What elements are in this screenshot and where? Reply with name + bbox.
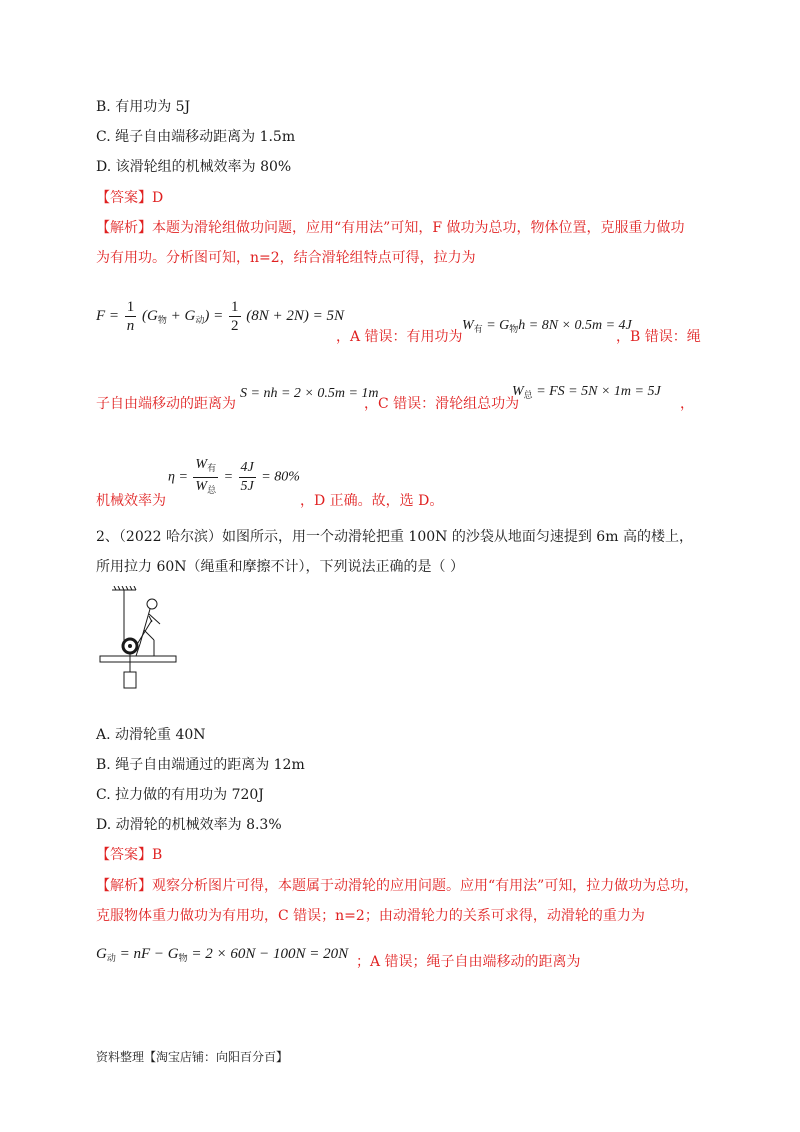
q1-analysis-line1: 【解析】本题为滑轮组做功问题，应用“有用法”可知，F 做功为总功，物体位置，克服重力做功: [96, 220, 685, 236]
q1-text-distance: 子自由端移动的距离为: [96, 396, 236, 412]
q2-analysis-line3: ；A 错误；绳子自由端移动的距离为: [356, 954, 581, 970]
q1-text-b-wrong: ，B 错误：绳: [616, 329, 701, 345]
pulley-figure: [96, 586, 180, 692]
footer-source: 资料整理【淘宝店铺：向阳百分百】: [96, 1050, 289, 1064]
formula-useful-work: $W_有 = G_物h = 8N \times 0.5m = 4J$: [462, 318, 632, 334]
q1-comma: ，: [680, 396, 694, 412]
formula-total-work: $W_总$ = FS = 5N × 1m = 5J: [512, 384, 661, 400]
q2-option-c: C. 拉力做的有用功为 720J: [96, 787, 264, 803]
formula-force: F = $\frac{1}{n}$ $(G_物 + G_动)$ = $\frac{1}{2}$ (8N + 2N) = 5N: [96, 299, 344, 334]
q1-option-b: B. 有用功为 5J: [96, 99, 191, 115]
formula-efficiency: η = $\frac{W_有}{W_总}$ = $\frac{4J}{5J}$ = 80%: [168, 457, 300, 495]
q2-answer: 【答案】B: [96, 847, 163, 863]
q1-option-c: C. 绳子自由端移动距离为 1.5m: [96, 129, 296, 145]
q1-analysis-line2: 为有用功。分析图可知，n=2，结合滑轮组特点可得，拉力为: [96, 250, 476, 266]
q2-option-b: B. 绳子自由端通过的距离为 12m: [96, 757, 305, 773]
q2-stem-line1: 2、（2022 哈尔滨）如图所示，用一个动滑轮把重 100N 的沙袋从地面匀速提到 6m 高的楼上，: [96, 529, 693, 545]
q2-analysis-line2: 克服物体重力做功为有用功，C 错误；n=2；由动滑轮力的关系可求得，动滑轮的重力为: [96, 908, 645, 924]
q1-text-d-right: ，D 正确。故，选 D。: [300, 493, 444, 509]
floor-slab: [100, 656, 176, 662]
q2-option-a: A. 动滑轮重 40N: [96, 727, 206, 743]
q2-analysis-line1: 【解析】观察分析图片可得，本题属于动滑轮的应用问题。应用“有用法”可知，拉力做功为总功，: [96, 878, 699, 894]
pull-rope: [136, 620, 152, 646]
formula-pulley-weight: $G_动$ = nF − $G_物 = 2 \times 60N - 100N = 20N$: [96, 946, 349, 963]
ceiling-hatch: [112, 586, 136, 590]
q2-stem-line2: 所用拉力 60N（绳重和摩擦不计），下列说法正确的是（ ）: [96, 559, 464, 575]
formula-distance: S = nh = 2 × 0.5m = 1m: [240, 386, 379, 401]
q2-option-d: D. 动滑轮的机械效率为 8.3%: [96, 817, 282, 833]
q1-option-d: D. 该滑轮组的机械效率为 80%: [96, 159, 292, 175]
q1-text-efficiency: 机械效率为: [96, 493, 166, 509]
q1-text-c-wrong: ，C 错误：滑轮组总功为: [364, 396, 520, 412]
person-figure: [136, 599, 160, 656]
sandbag: [124, 672, 136, 688]
q1-answer: 【答案】D: [96, 190, 164, 206]
q1-text-a-wrong: ，A 错误：有用功为: [336, 329, 463, 345]
